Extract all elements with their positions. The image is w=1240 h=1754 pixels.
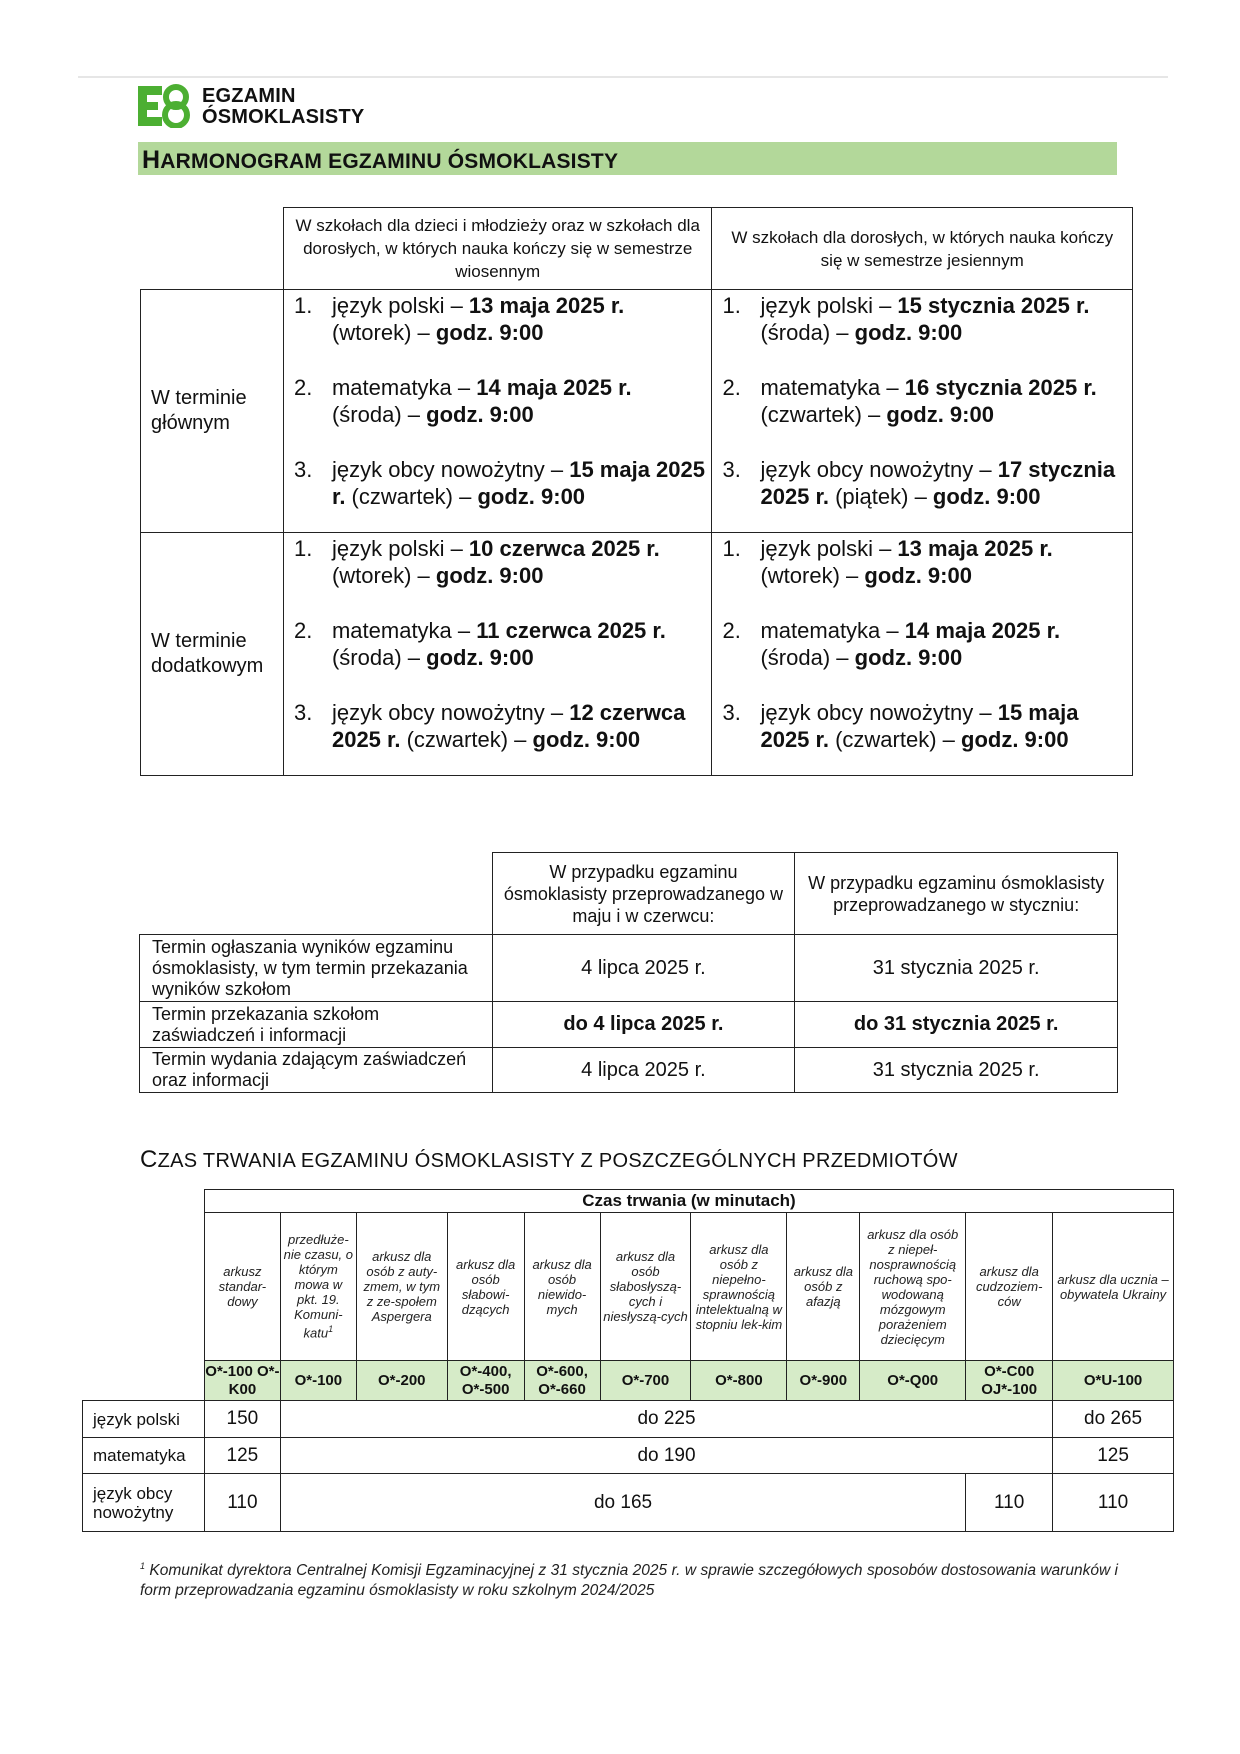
page-top — [0, 0, 1240, 78]
page-title: HARMONOGRAM EGZAMINU ÓSMOKLASISTY — [142, 146, 619, 174]
results-row-label: Termin ogłaszania wyników egzaminu ósmoklasisty, w tym termin przekazania wyników szkołom — [140, 935, 493, 1002]
empty-corner — [83, 1190, 205, 1401]
sheet-type: arkusz dla ucznia – obywatela Ukrainy — [1053, 1213, 1174, 1361]
results-value: do 31 stycznia 2025 r. — [795, 1002, 1118, 1048]
sheet-code: O*-Q00 — [860, 1361, 966, 1401]
col-header-autumn: W szkołach dla dorosłych, w których nauka kończy się w semestrze jesiennym — [712, 208, 1133, 290]
subject-label: język obcy nowożytny — [83, 1474, 205, 1532]
cke-logo — [138, 84, 378, 130]
schedule-item: 3. język obcy nowożytny – 17 stycznia 2025 r. (piątek) – godz. 9:00 — [722, 457, 1116, 509]
duration-value: 125 — [1053, 1438, 1174, 1474]
sheet-code: O*-200 — [356, 1361, 447, 1401]
schedule-item: 2. matematyka – 14 maja 2025 r. (środa) – godz. 9:00 — [722, 618, 1061, 670]
schedule-cell — [712, 533, 1133, 776]
schedule-item: 1. język polski – 13 maja 2025 r. (wtorek) – godz. 9:00 — [293, 293, 625, 345]
sheet-code: O*-400, O*-500 — [447, 1361, 524, 1401]
results-value: 31 stycznia 2025 r. — [795, 1048, 1118, 1093]
schedule-cell — [283, 533, 712, 776]
duration-section-title: CZAS TRWANIA EGZAMINU ÓSMOKLASISTY Z POSZCZEGÓLNYCH PRZEDMIOTÓW — [140, 1146, 958, 1173]
results-value: do 4 lipca 2025 r. — [492, 1002, 795, 1048]
schedule-item: 2. matematyka – 14 maja 2025 r. (środa) – godz. 9:00 — [293, 375, 632, 427]
duration-value: do 190 — [280, 1438, 1052, 1474]
schedule-item: 2. matematyka – 16 stycznia 2025 r. (czwartek) – godz. 9:00 — [722, 375, 1097, 427]
schedule-item: 2. matematyka – 11 czerwca 2025 r. (środa) – godz. 9:00 — [293, 618, 666, 670]
footnote-mark: 1 — [328, 1324, 334, 1335]
empty-corner — [140, 853, 493, 935]
sheet-code: O*-C00 OJ*-100 — [966, 1361, 1053, 1401]
row-label-additional: W terminie dodatkowym — [141, 533, 284, 776]
duration-table — [82, 1189, 1174, 1532]
sheet-type: arkusz dla osób z auty-zmem, w tym z ze-społem Aspergera — [356, 1213, 447, 1361]
schedule-item: 1. język polski – 15 stycznia 2025 r. (środa) – godz. 9:00 — [722, 293, 1090, 345]
sheet-code: O*-800 — [691, 1361, 787, 1401]
schedule-item: 3. język obcy nowożytny – 12 czerwca 2025 r. (czwartek) – godz. 9:00 — [293, 700, 686, 752]
schedule-table — [140, 207, 1133, 776]
results-value: 31 stycznia 2025 r. — [795, 935, 1118, 1002]
sheet-type: arkusz dla osób niewido-mych — [524, 1213, 600, 1361]
results-value: 4 lipca 2025 r. — [492, 935, 795, 1002]
sheet-type: arkusz dla osób z niepełno-sprawnością intelektualną w stopniu lek-kim — [691, 1213, 787, 1361]
sheet-code: O*-900 — [787, 1361, 860, 1401]
page-top-divider — [78, 76, 1168, 78]
subject-label: język polski — [83, 1401, 205, 1438]
schedule-item: 3. język obcy nowożytny – 15 maja 2025 r. (czwartek) – godz. 9:00 — [293, 457, 705, 509]
empty-corner — [141, 208, 284, 290]
duration-value: 150 — [204, 1401, 280, 1438]
logo-text: EGZAMIN ÓSMOKLASISTY — [202, 85, 365, 128]
results-row-label: Termin wydania zdającym zaświadczeń oraz informacji — [140, 1048, 493, 1093]
duration-value: do 225 — [280, 1401, 1052, 1438]
sheet-code: O*-100 — [280, 1361, 356, 1401]
footnote-mark: 1 — [140, 1561, 146, 1571]
sheet-type: arkusz standar-dowy — [204, 1213, 280, 1361]
col-header-may-june: W przypadku egzaminu ósmoklasisty przeprowadzanego w maju i w czerwcu: — [492, 853, 795, 935]
schedule-item: 1. język polski – 13 maja 2025 r. (wtorek) – godz. 9:00 — [722, 536, 1053, 588]
duration-value: 110 — [204, 1474, 280, 1532]
duration-value: do 265 — [1053, 1401, 1174, 1438]
sheet-type: arkusz dla cudzoziem-ców — [966, 1213, 1053, 1361]
sheet-type: arkusz dla osób słabowi-dzących — [447, 1213, 524, 1361]
results-value: 4 lipca 2025 r. — [492, 1048, 795, 1093]
e8-logo-icon — [138, 84, 196, 128]
duration-value: 125 — [204, 1438, 280, 1474]
duration-value: 110 — [1053, 1474, 1174, 1532]
schedule-item: 1. język polski – 10 czerwca 2025 r. (wtorek) – godz. 9:00 — [293, 536, 660, 588]
duration-value: do 165 — [280, 1474, 965, 1532]
sheet-code: O*-700 — [600, 1361, 691, 1401]
col-header-january: W przypadku egzaminu ósmoklasisty przeprowadzanego w styczniu: — [795, 853, 1118, 935]
duration-header: Czas trwania (w minutach) — [204, 1190, 1173, 1213]
sheet-type: arkusz dla osób z niepeł-nosprawnością ruchową spo-wodowaną mózgowym porażeniem dziecięcym — [860, 1213, 966, 1361]
sheet-type: arkusz dla osób z afazją — [787, 1213, 860, 1361]
sheet-code: O*-100 O*-K00 — [204, 1361, 280, 1401]
results-table — [139, 852, 1118, 1093]
sheet-type: przedłuże-nie czasu, o którym mowa w pkt. 19. Komuni-katu$^1$ — [280, 1213, 356, 1361]
col-header-spring: W szkołach dla dzieci i młodzieży oraz w szkołach dla dorosłych, w których nauka kończy się w semestrze wiosennym — [283, 208, 712, 290]
heading-bar — [138, 142, 1117, 175]
sheet-code: O*U-100 — [1053, 1361, 1174, 1401]
results-row-label: Termin przekazania szkołom zaświadczeń i informacji — [140, 1002, 493, 1048]
schedule-cell — [283, 290, 712, 533]
duration-value: 110 — [966, 1474, 1053, 1532]
subject-label: matematyka — [83, 1438, 205, 1474]
schedule-cell — [712, 290, 1133, 533]
sheet-code: O*-600, O*-660 — [524, 1361, 600, 1401]
schedule-item: 3. język obcy nowożytny – 15 maja 2025 r. (czwartek) – godz. 9:00 — [722, 700, 1079, 752]
row-label-main: W terminie głównym — [141, 290, 284, 533]
footnote: $^1$ Komunikat dyrektora Centralnej Komisji Egzaminacyjnej z 31 stycznia 2025 r. w sprawie szczegółowych sposobów dostosowania warunków i form przeprowadzania egzaminu ósmoklasisty w roku szkolnym 2024/2025 — [140, 1561, 1118, 1600]
sheet-type: arkusz dla osób słabosłyszą-cych i niesłyszą-cych — [600, 1213, 691, 1361]
